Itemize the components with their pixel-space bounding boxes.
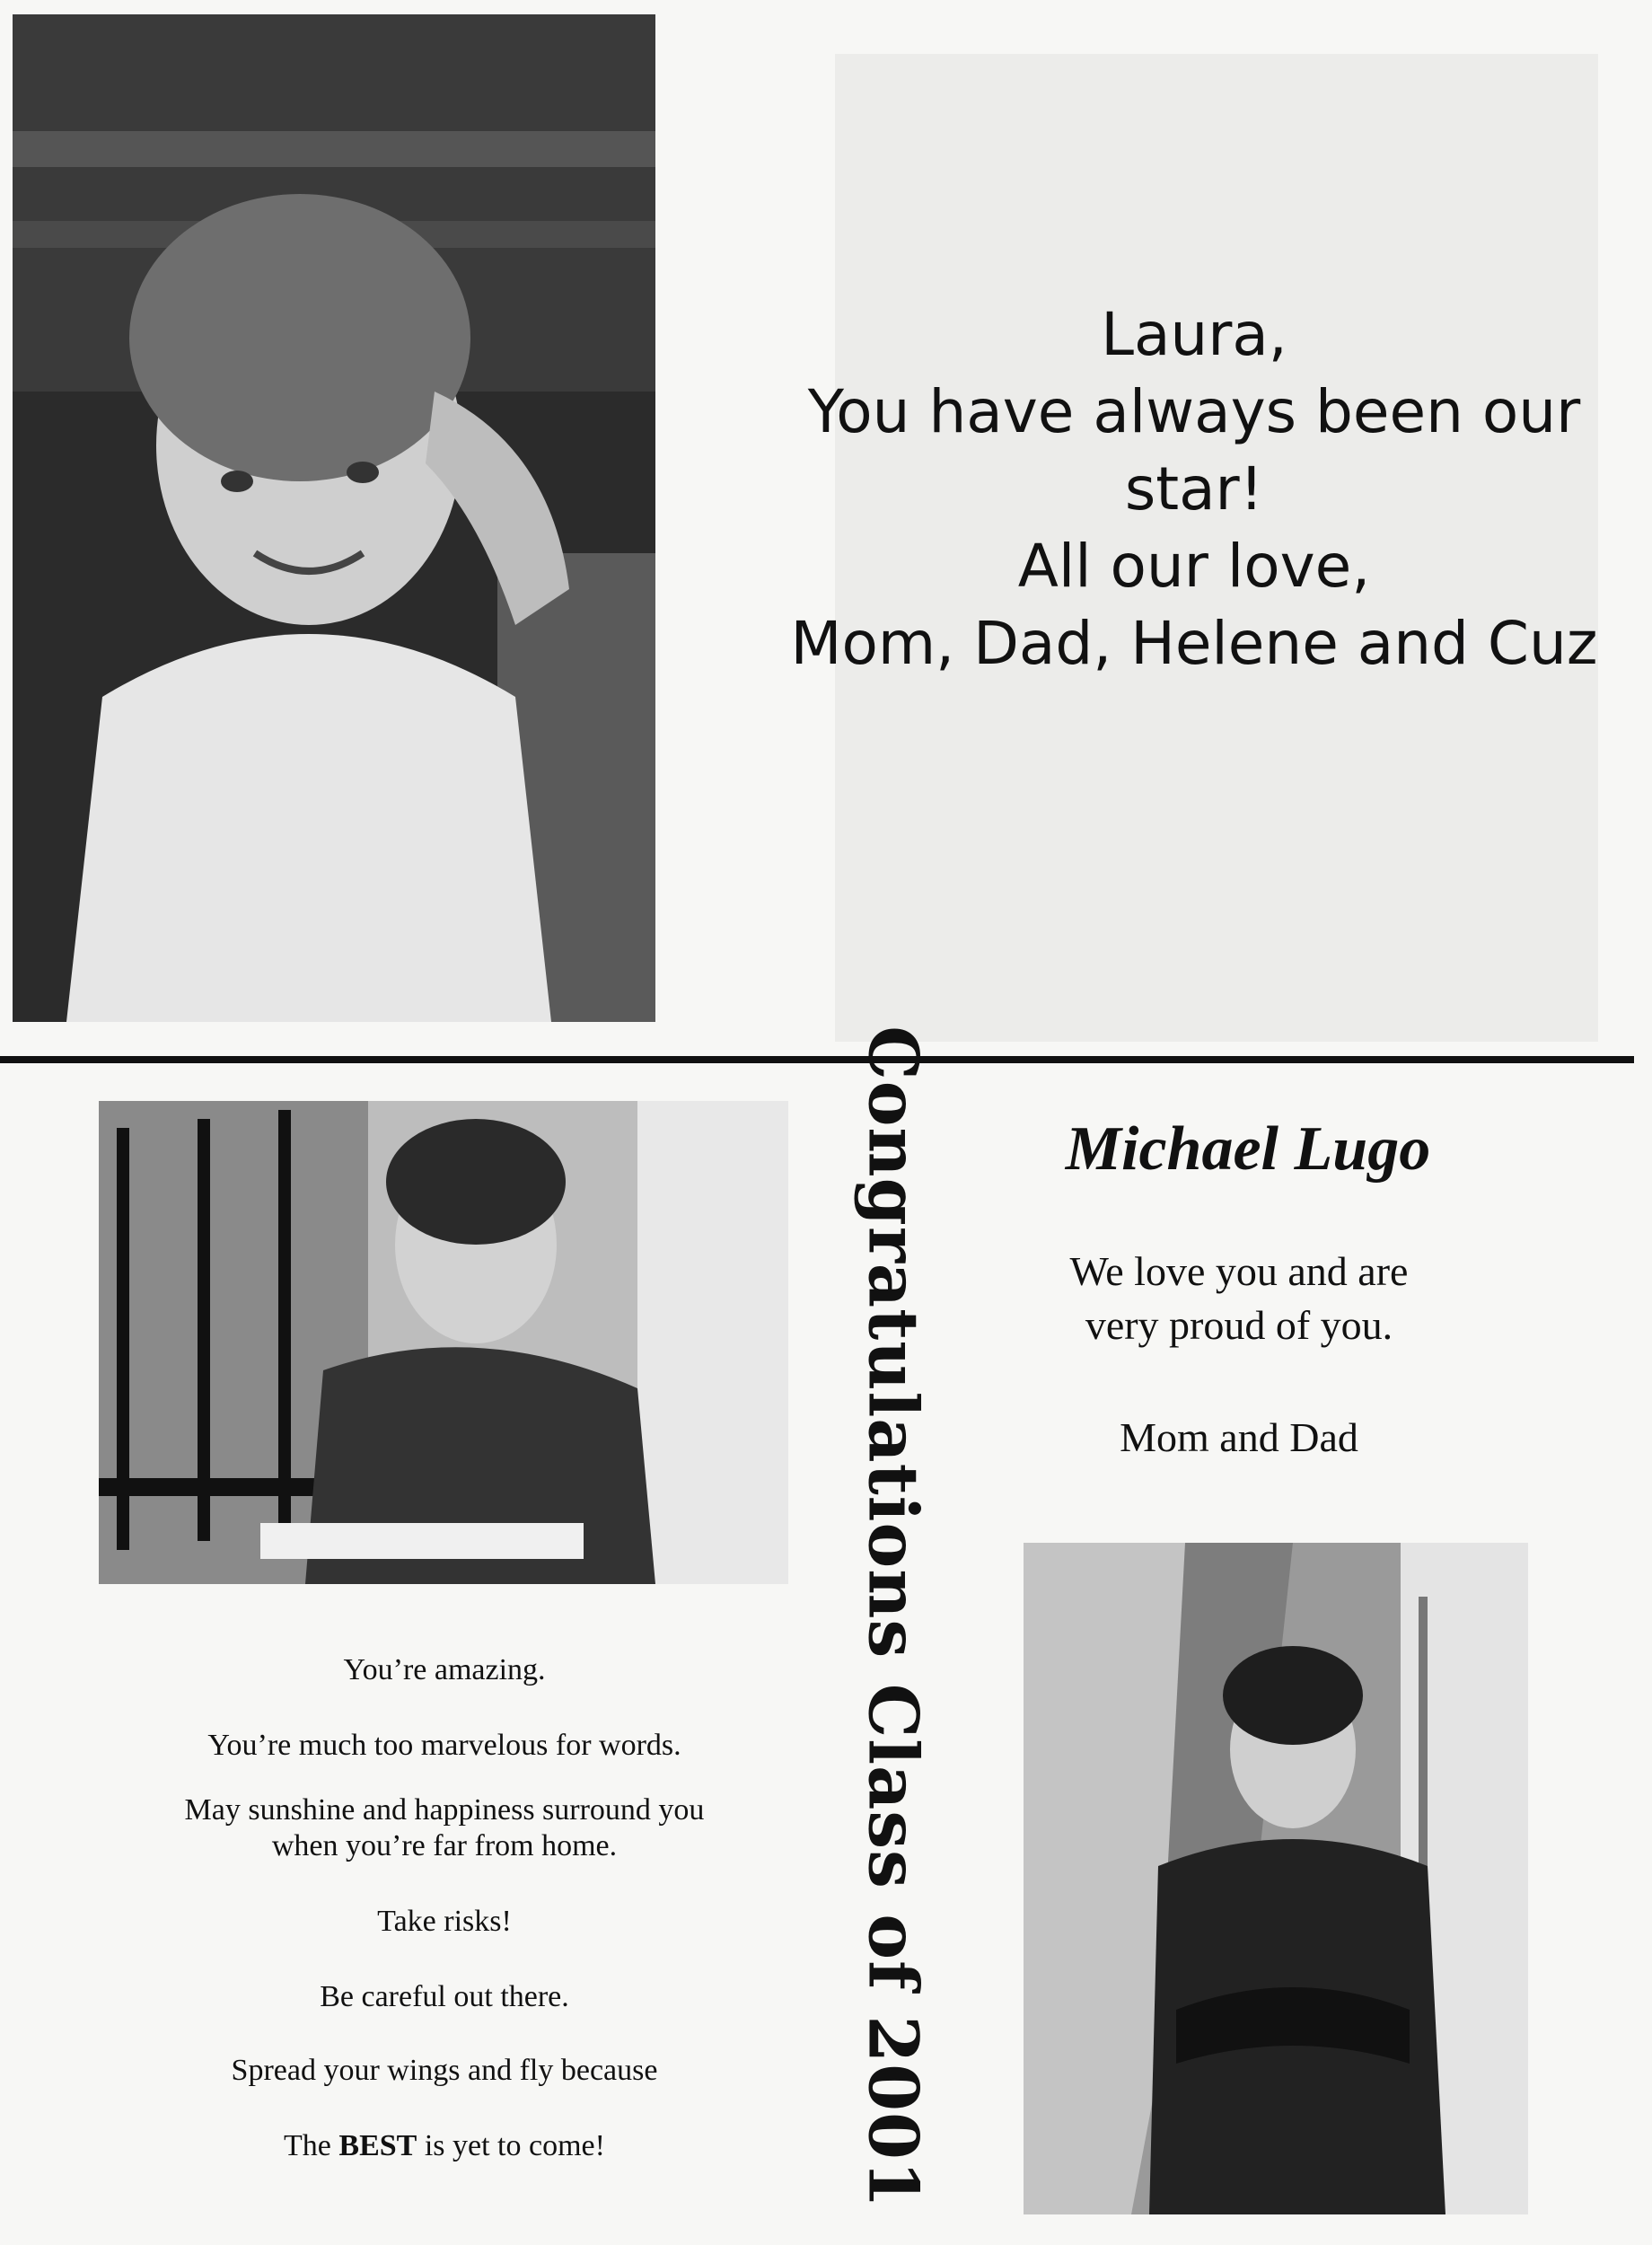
quote — [99, 1652, 790, 1688]
michael-signature: Mom and Dad — [1120, 1414, 1358, 1460]
laura-line: star! — [1124, 454, 1264, 524]
laura-line: Laura, — [1101, 300, 1287, 369]
laura-dedication — [745, 296, 1643, 682]
michael-senior-photo — [1024, 1543, 1528, 2214]
congratulations-banner-text: Congratulations Class of 2001 — [853, 1026, 934, 2209]
laura-line: All our love, — [1017, 532, 1371, 601]
laura-line: You have always been our — [807, 377, 1581, 446]
laura-baby-photo — [13, 14, 655, 1022]
quote — [99, 1728, 790, 1764]
quote-line: Spread your wings and fly because — [231, 2054, 658, 2087]
laura-line: Mom, Dad, Helene and Cuz — [790, 609, 1598, 678]
quote — [99, 1904, 790, 1940]
quote-line: You’re amazing. — [343, 1653, 546, 1686]
quote-line — [99, 2128, 790, 2164]
quote-line: May sunshine and happiness surround you — [184, 1793, 705, 1827]
quote-line: Be careful out there. — [320, 1980, 569, 2013]
congratulations-banner — [844, 1026, 943, 2209]
quote-emphasis: BEST — [338, 2129, 417, 2162]
quote-text: is yet to come! — [417, 2129, 605, 2162]
quote-line: Take risks! — [377, 1905, 512, 1938]
quote-text: The — [284, 2129, 339, 2162]
quote-line: You’re much too marvelous for words. — [207, 1729, 681, 1762]
quote-final — [99, 2128, 790, 2164]
quote — [99, 2053, 790, 2089]
quote-line: when you’re far from home. — [271, 1829, 618, 1862]
quote — [99, 1792, 790, 1864]
quote — [99, 1979, 790, 2015]
section-divider — [0, 1056, 1634, 1063]
michael-childhood-photo — [99, 1101, 788, 1584]
michael-message — [988, 1245, 1490, 1352]
message-line: We love you and are — [1069, 1248, 1409, 1294]
message-line: very proud of you. — [1085, 1302, 1393, 1348]
michael-name-heading: Michael Lugo — [1065, 1114, 1431, 1184]
